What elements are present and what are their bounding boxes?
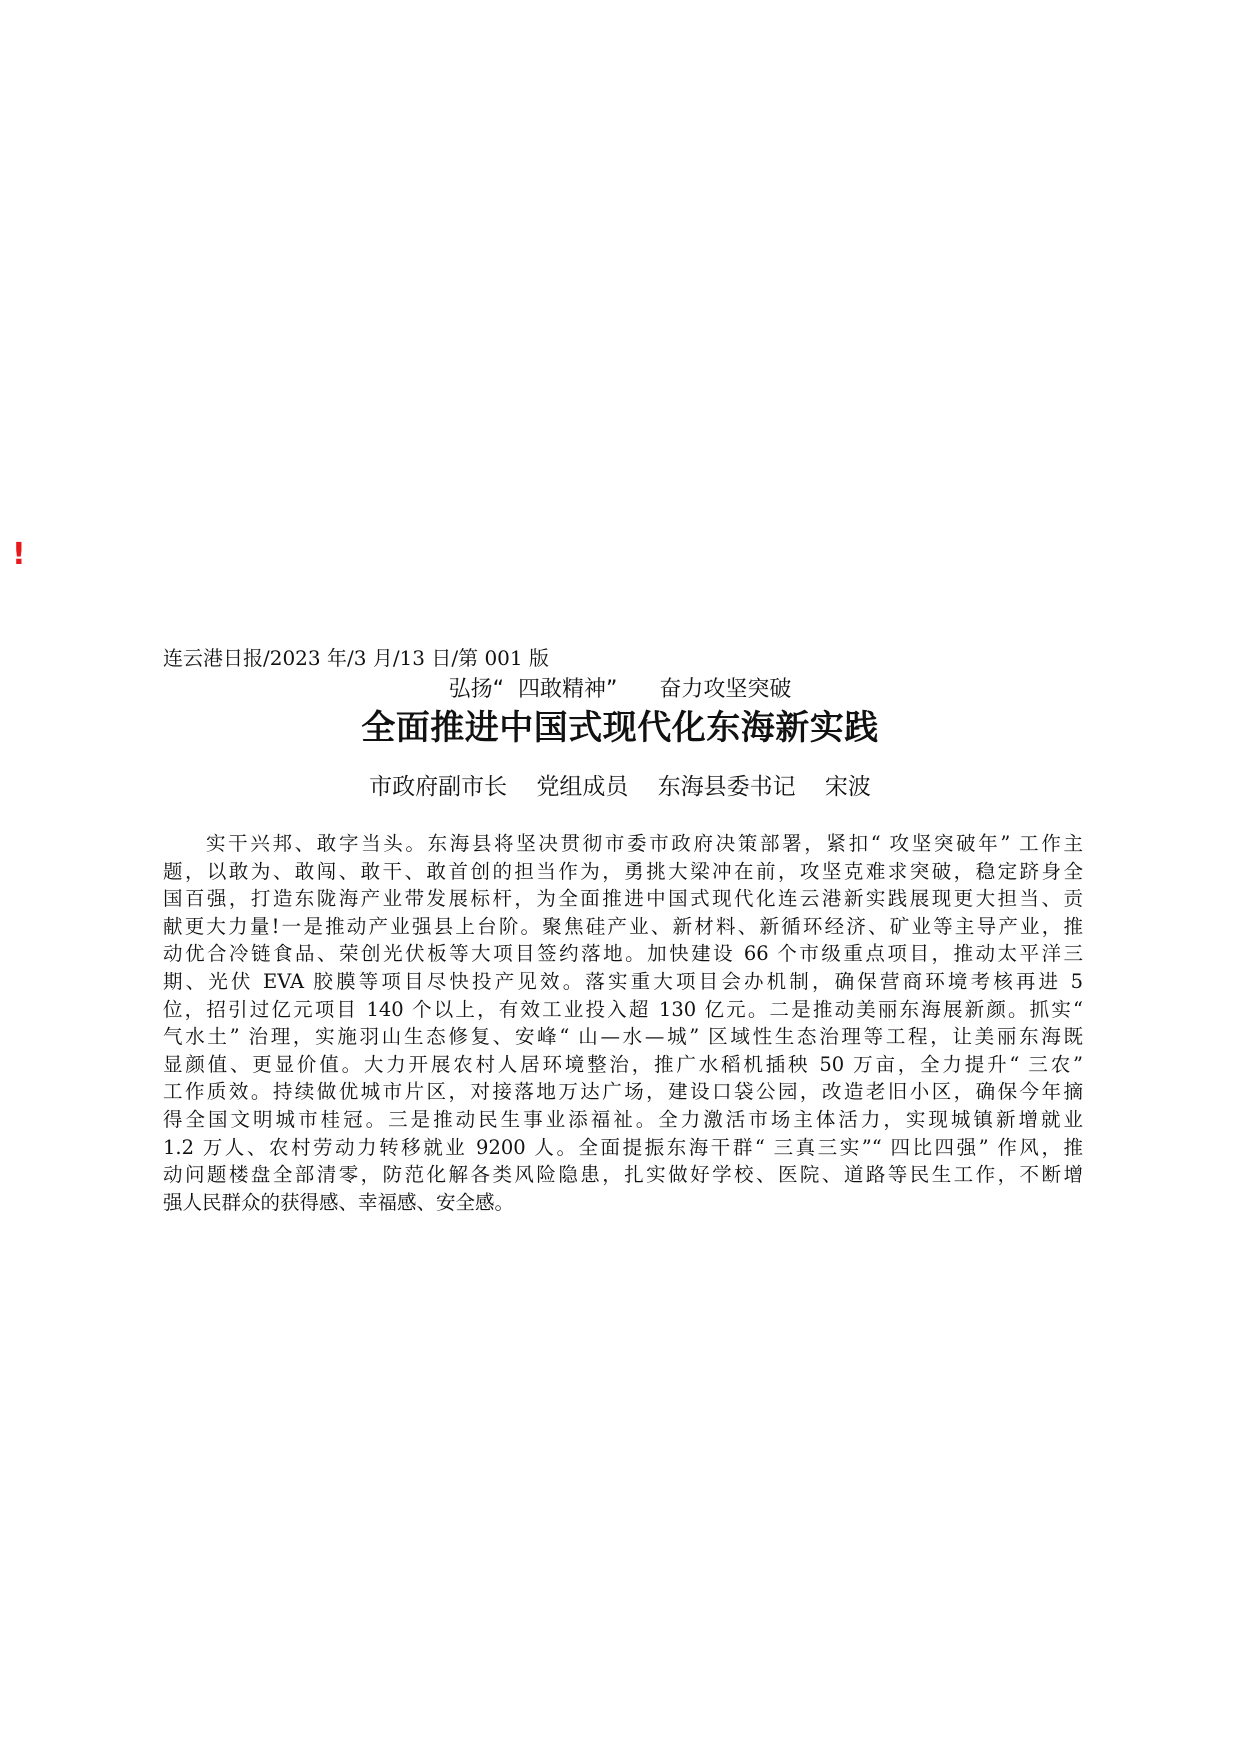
- body-line: 题，以敢为、敢闯、敢干、敢首创的担当作为，勇挑大梁冲在前，攻坚克难求突破，稳定跻身全: [163, 859, 1083, 883]
- body-line: 献更大力量!一是推动产业强县上台阶。聚焦硅产业、新材料、新循环经济、矿业等主导产业，推: [163, 914, 1083, 938]
- source-line: 连云港日报/2023 年/3 月/13 日/第 001 版: [163, 646, 549, 670]
- article-body: [163, 830, 1083, 1216]
- body-line: 动问题楼盘全部清零，防范化解各类风险隐患，扎实做好学校、医院、道路等民生工作，不断增: [163, 1163, 1083, 1187]
- body-line: 期、光伏 EVA 胶膜等项目尽快投产见效。落实重大项目会办机制，确保营商环境考核再进 5: [163, 969, 1083, 993]
- body-line: 工作质效。持续做优城市片区，对接落地万达广场，建设口袋公园，改造老旧小区，确保今年摘: [163, 1080, 1083, 1104]
- body-line: 气水土” 治理，实施羽山生态修复、安峰“ 山—水—城” 区域性生态治理等工程，让美丽东海既: [163, 1025, 1083, 1049]
- body-line: 动优合冷链食品、荣创光伏板等大项目签约落地。加快建设 66 个市级重点项目，推动太平洋三: [163, 942, 1083, 966]
- body-line: 强人民群众的获得感、幸福感、安全感。: [163, 1190, 515, 1214]
- body-line: 实干兴邦、敢字当头。东海县将坚决贯彻市委市政府决策部署，紧扣“ 攻坚突破年” 工作主: [206, 832, 1083, 855]
- body-line: 得全国文明城市桂冠。三是推动民生事业添福祉。全力激活市场主体活力，实现城镇新增就业: [163, 1107, 1083, 1131]
- body-line: 1.2 万人、农村劳动力转移就业 9200 人。全面提振东海干群“ 三真三实”“ 四比四强” 作风，推: [163, 1135, 1083, 1159]
- body-line: 位，招引过亿元项目 140 个以上，有效工业投入超 130 亿元。二是推动美丽东海展新颜。抓实“: [163, 997, 1083, 1021]
- red-exclamation-mark: !: [12, 537, 26, 572]
- body-line: 国百强，打造东陇海产业带发展标杆，为全面推进中国式现代化连云港新实践展现更大担当、贡: [163, 887, 1083, 911]
- kicker-title: 弘扬“ 四敢精神” 奋力攻坚突破: [448, 677, 792, 702]
- body-line: 显颜值、更显价值。大力开展农村人居环境整治，推广水稻机插秧 50 万亩，全力提升“ 三农”: [163, 1052, 1083, 1076]
- byline: 市政府副市长 党组成员 东海县委书记 宋波: [369, 774, 871, 800]
- headline: 全面推进中国式现代化东海新实践: [361, 708, 879, 748]
